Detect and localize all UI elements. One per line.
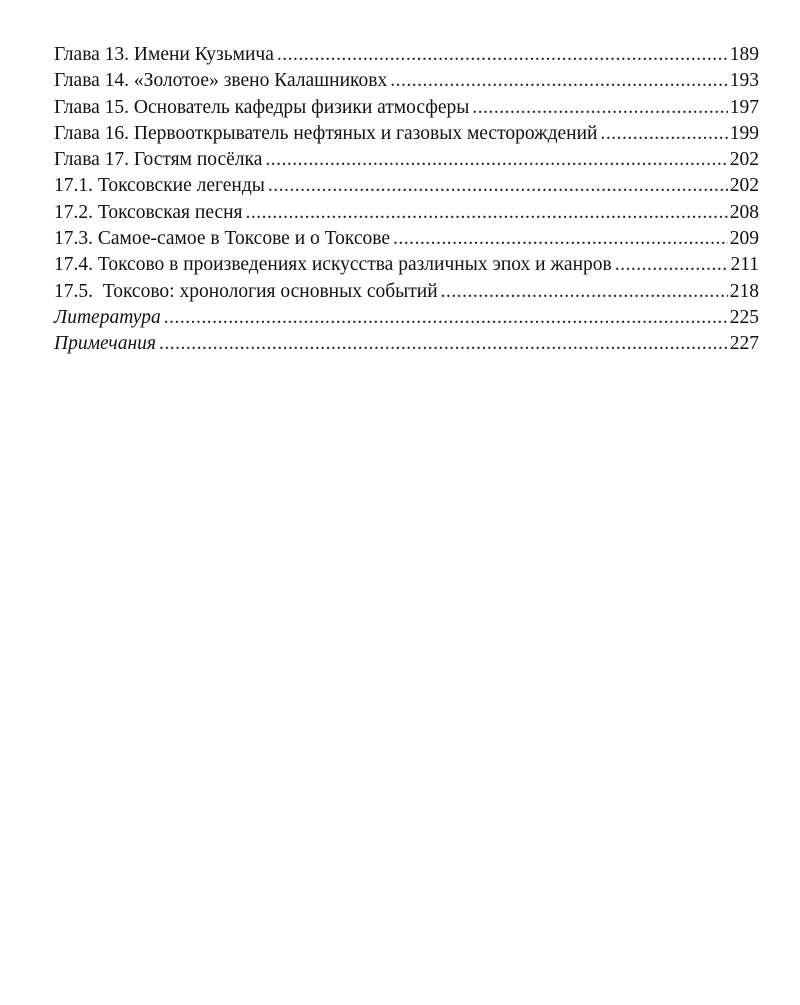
dot-leader bbox=[472, 95, 727, 121]
toc-entry-page: 208 bbox=[729, 201, 759, 223]
dot-leader bbox=[441, 279, 728, 305]
dot-leader bbox=[600, 121, 727, 147]
toc-entry bbox=[54, 121, 759, 147]
toc-entry-page: 193 bbox=[729, 70, 759, 92]
toc-entry-title: Глава 14. «Золотое» звено Калашниковх bbox=[54, 70, 388, 92]
toc-entry-title: Примечания bbox=[54, 333, 156, 355]
toc-entry-page: 218 bbox=[729, 280, 759, 302]
toc-entry-title: 17.4. Токсово в произведениях искусства различных эпох и жанров bbox=[54, 254, 612, 276]
toc-entry-page: 202 bbox=[729, 175, 759, 197]
dot-leader bbox=[265, 147, 727, 173]
toc-entry-notes bbox=[54, 331, 759, 357]
dot-leader bbox=[615, 252, 729, 278]
toc-entry-page: 197 bbox=[729, 96, 759, 118]
toc-entry-page: 225 bbox=[729, 306, 759, 328]
dot-leader bbox=[390, 68, 728, 94]
toc-entry bbox=[54, 68, 759, 94]
toc-entry-title: 17.3. Самое-самое в Токсове и о Токсове bbox=[54, 228, 390, 250]
toc-entry-title: Глава 13. Имени Кузьмича bbox=[54, 44, 274, 65]
table-of-contents bbox=[54, 42, 759, 358]
toc-entry-bibliography bbox=[54, 305, 759, 331]
toc-entry bbox=[54, 95, 759, 121]
dot-leader bbox=[164, 305, 728, 331]
toc-entry-title: 17.1. Токсовские легенды bbox=[54, 175, 265, 197]
toc-entry-page: 209 bbox=[729, 228, 759, 250]
toc-entry-page: 227 bbox=[729, 333, 759, 355]
toc-entry-title: Глава 17. Гостям посёлка bbox=[54, 149, 263, 171]
toc-entry bbox=[54, 226, 759, 252]
toc-entry-title: 17.5. Токсово: хронология основных событий bbox=[54, 280, 438, 302]
dot-leader bbox=[277, 42, 728, 68]
dot-leader bbox=[268, 173, 728, 199]
dot-leader bbox=[159, 331, 728, 357]
toc-entry bbox=[54, 279, 759, 305]
toc-entry bbox=[54, 200, 759, 226]
toc-entry-page: 211 bbox=[730, 254, 759, 276]
toc-entry bbox=[54, 42, 759, 68]
toc-entry bbox=[54, 252, 759, 278]
toc-entry bbox=[54, 147, 759, 173]
dot-leader bbox=[246, 200, 728, 226]
toc-entry-page: 199 bbox=[729, 122, 759, 144]
toc-entry-page: 189 bbox=[729, 44, 759, 65]
dot-leader bbox=[393, 226, 728, 252]
toc-entry-title: Глава 16. Первооткрыватель нефтяных и газовых месторождений bbox=[54, 122, 598, 144]
toc-entry-title: Глава 15. Основатель кафедры физики атмосферы bbox=[54, 96, 470, 118]
toc-entry-page: 202 bbox=[729, 149, 759, 171]
toc-entry-title: 17.2. Токсовская песня bbox=[54, 201, 243, 223]
toc-entry-title: Литература bbox=[54, 306, 161, 328]
toc-entry bbox=[54, 173, 759, 199]
